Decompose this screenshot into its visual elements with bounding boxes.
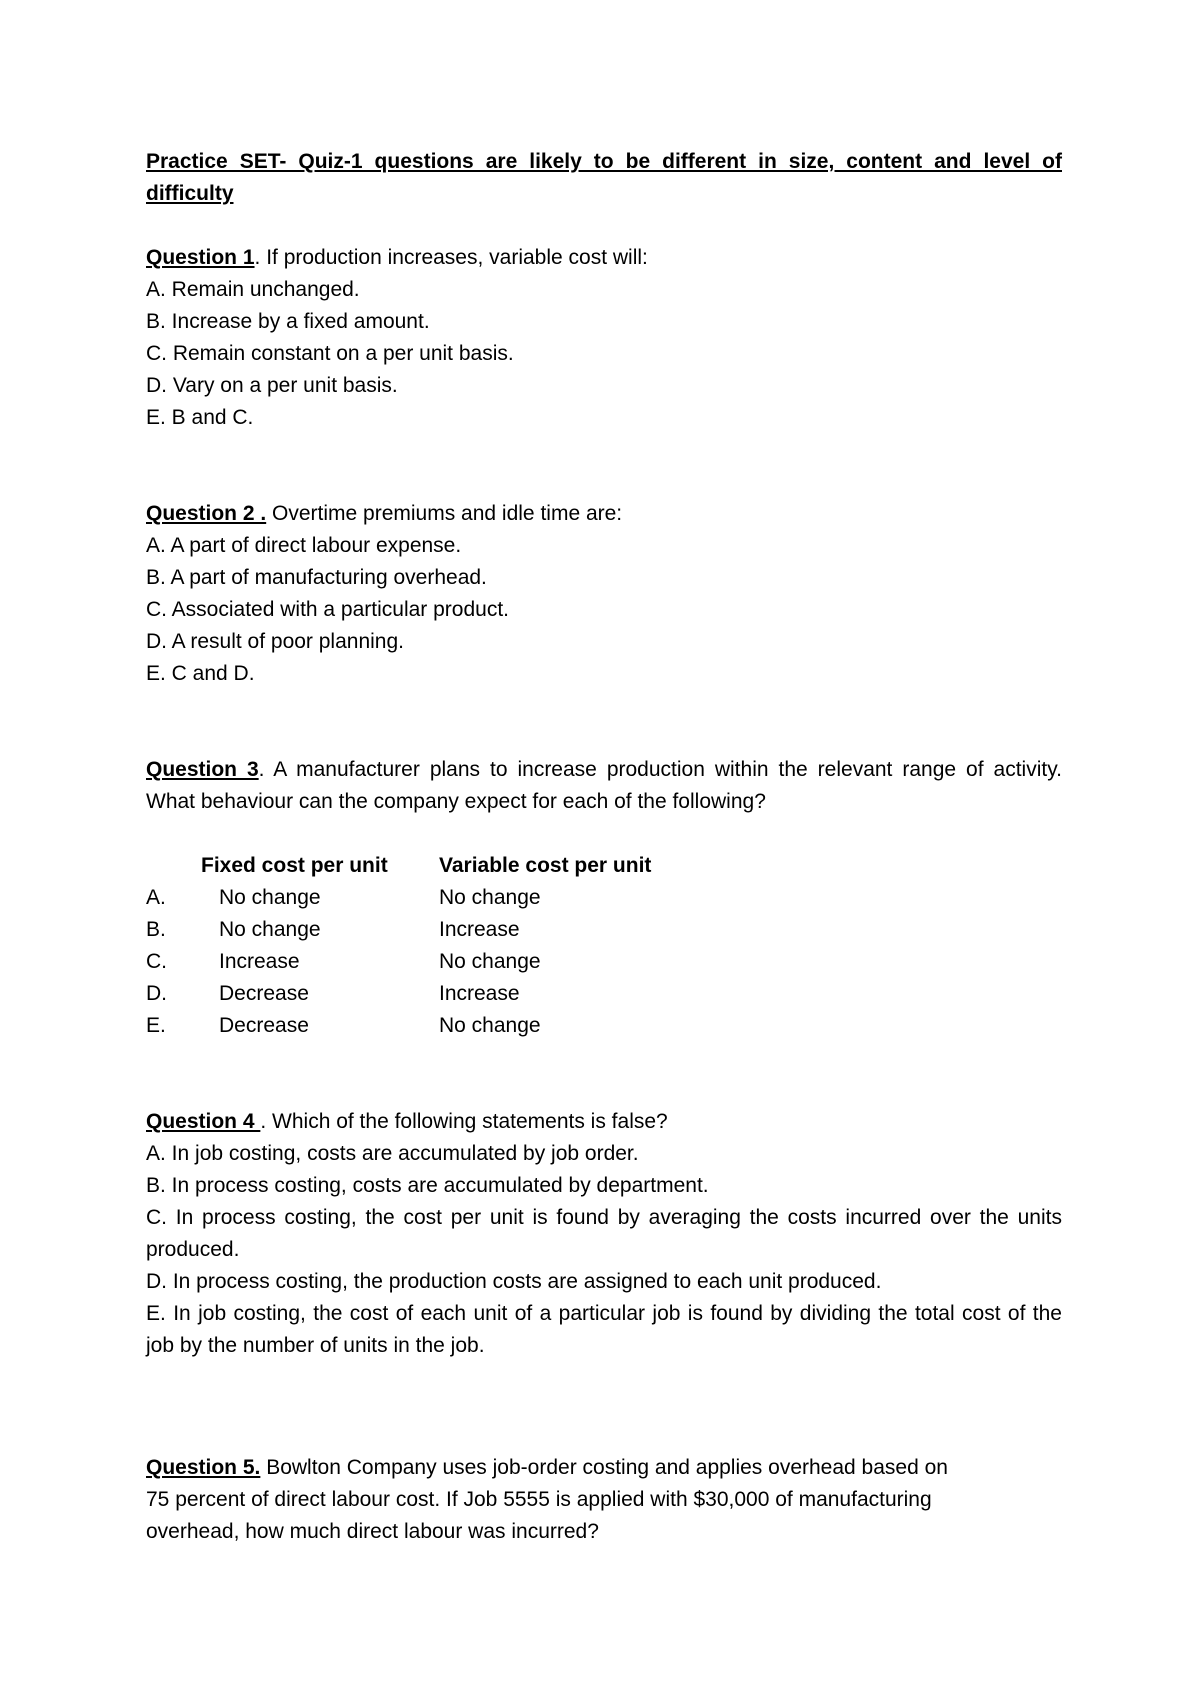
- document-body: [146, 146, 1062, 1543]
- column-header: Fixed cost per unit: [201, 854, 388, 877]
- question-label: Question 2 .: [146, 502, 267, 525]
- option: D. In process costing, the production costs are assigned to each unit produced.: [146, 1270, 882, 1293]
- question-label: Question 3: [146, 758, 259, 781]
- question-stem: Question 5. Bowlton Company uses job-order costing and applies overhead based on 75 percent of direct labour cost. If Job 5555 is applied with $30,000 of manufacturing overhead, how much direct labour was incurred?: [146, 1456, 948, 1543]
- option: C. Associated with a particular product.: [146, 598, 510, 621]
- table-row: D. Decrease Increase: [146, 982, 520, 1005]
- question-5: [146, 1452, 1062, 1548]
- question-stem: Question 4 . Which of the following statements is false?: [146, 1110, 668, 1133]
- question-4: [146, 1106, 1062, 1362]
- option: C. Remain constant on a per unit basis.: [146, 342, 514, 365]
- option: E. In job costing, the cost of each unit of a particular job is found by dividing the total cost of the job by the number of units in the job.: [146, 1302, 1062, 1357]
- question-label: Question 1: [146, 246, 255, 269]
- option: B. Increase by a fixed amount.: [146, 310, 430, 333]
- question-stem: Question 2 . Overtime premiums and idle time are:: [146, 502, 623, 525]
- table-row: B. No change Increase: [146, 918, 520, 941]
- question-stem: Question 3. A manufacturer plans to increase production within the relevant range of activity. What behaviour can the company expect for each of the following?: [146, 758, 1062, 813]
- option: E. C and D.: [146, 662, 255, 685]
- option: D. Vary on a per unit basis.: [146, 374, 398, 397]
- table-header-row: [146, 850, 651, 882]
- question-2: [146, 498, 1062, 690]
- question-label: Question 4: [146, 1110, 261, 1133]
- option: E. B and C.: [146, 406, 254, 429]
- page-title: Practice SET- Quiz-1 questions are likely to be different in size, content and level of difficulty: [146, 150, 1062, 205]
- option: A. In job costing, costs are accumulated by job order.: [146, 1142, 639, 1165]
- option: B. In process costing, costs are accumulated by department.: [146, 1174, 709, 1197]
- question-stem: Question 1. If production increases, variable cost will:: [146, 246, 648, 269]
- question-3: [146, 754, 1062, 1042]
- question-label: Question 5.: [146, 1456, 261, 1479]
- options-table: [146, 850, 651, 1042]
- column-header: Variable cost per unit: [439, 854, 652, 877]
- question-1: [146, 242, 1062, 434]
- table-row: E. Decrease No change: [146, 1014, 541, 1037]
- option: B. A part of manufacturing overhead.: [146, 566, 487, 589]
- option: C. In process costing, the cost per unit is found by averaging the costs incurred over the units produced.: [146, 1206, 1062, 1261]
- option: A. A part of direct labour expense.: [146, 534, 462, 557]
- option: A. Remain unchanged.: [146, 278, 360, 301]
- table-row: C. Increase No change: [146, 950, 541, 973]
- option: D. A result of poor planning.: [146, 630, 404, 653]
- table-row: A. No change No change: [146, 886, 541, 909]
